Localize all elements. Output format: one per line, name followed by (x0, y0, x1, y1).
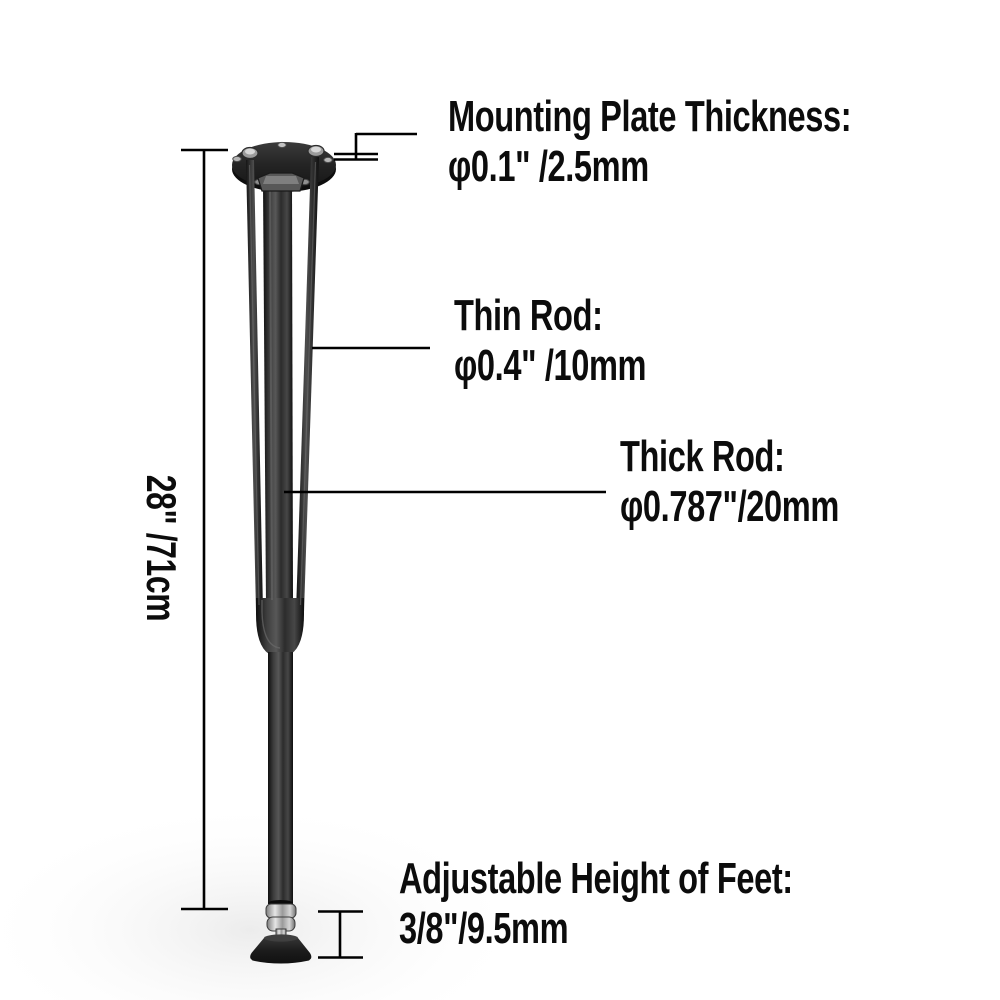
annotation-thick-rod-value: φ0.787"/20mm (620, 482, 839, 531)
center-hub-nut (258, 173, 304, 191)
annotation-mounting-plate-label: Mounting Plate Thickness: (448, 92, 852, 141)
annotation-feet-label: Adjustable Height of Feet: (399, 854, 793, 903)
thin-rod-right-highlight (301, 162, 316, 605)
annotation-thin-rod-label: Thin Rod: (454, 291, 603, 340)
annotation-overall-height: 28" /71cm (138, 474, 185, 622)
plate-thickness-leader (334, 133, 417, 160)
annotation-feet-value: 3/8"/9.5mm (399, 904, 569, 953)
annotation-thin-rod (454, 291, 646, 391)
thick-rod (263, 183, 293, 606)
annotation-thick-rod-label: Thick Rod: (620, 432, 785, 481)
lower-cylinder (268, 652, 293, 904)
annotation-thin-rod-value: φ0.4" /10mm (454, 341, 647, 390)
annotation-mounting-plate-value: φ0.1" /2.5mm (448, 142, 649, 191)
annotation-thick-rod (620, 432, 839, 532)
annotation-feet (399, 854, 793, 954)
height-dimension (181, 150, 228, 909)
annotation-mounting-plate (448, 92, 851, 192)
